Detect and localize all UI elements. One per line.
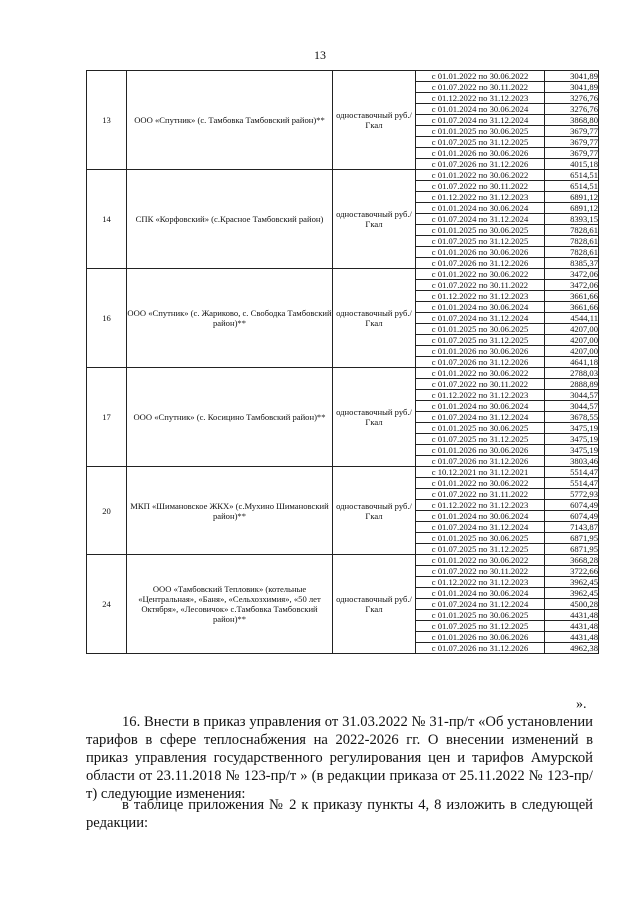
tariff-period: с 01.01.2025 по 30.06.2025 xyxy=(416,610,545,621)
tariff-period: с 01.01.2025 по 30.06.2025 xyxy=(416,225,545,236)
tariff-period: с 01.01.2024 по 30.06.2024 xyxy=(416,203,545,214)
row-number: 14 xyxy=(87,170,127,269)
tariff-period: с 01.01.2024 по 30.06.2024 xyxy=(416,104,545,115)
tariff-period: с 01.07.2025 по 31.12.2025 xyxy=(416,434,545,445)
tariff-value: 3475,19 xyxy=(545,434,599,445)
tariff-value: 4431,48 xyxy=(545,632,599,643)
page-number: 13 xyxy=(314,48,326,62)
tariff-value: 4962,38 xyxy=(545,643,599,654)
tariff-value: 7828,61 xyxy=(545,225,599,236)
tariff-row xyxy=(87,71,599,82)
row-number: 24 xyxy=(87,555,127,654)
tariff-value: 5772,93 xyxy=(545,489,599,500)
tariff-period: с 01.07.2022 по 30.11.2022 xyxy=(416,181,545,192)
tariff-table xyxy=(86,70,599,654)
tariff-period: с 01.07.2025 по 31.12.2025 xyxy=(416,621,545,632)
tariff-period: с 01.01.2022 по 30.06.2022 xyxy=(416,478,545,489)
row-number: 13 xyxy=(87,71,127,170)
tariff-period: с 01.01.2024 по 30.06.2024 xyxy=(416,401,545,412)
tariff-period: с 01.07.2022 по 31.11.2022 xyxy=(416,489,545,500)
tariff-value: 7143,87 xyxy=(545,522,599,533)
tariff-type: одноставочный руб./Гкал xyxy=(333,170,416,269)
tariff-value: 6891,12 xyxy=(545,192,599,203)
organization-name: МКП «Шимановское ЖКХ» (с.Мухино Шимановский район)** xyxy=(127,467,333,555)
tariff-period: с 01.01.2022 по 30.06.2022 xyxy=(416,269,545,280)
tariff-period: с 01.01.2026 по 30.06.2026 xyxy=(416,148,545,159)
organization-name: ООО «Спутник» (с. Жариково, с. Свободка Тамбовский район)** xyxy=(127,269,333,368)
tariff-period: с 01.01.2026 по 30.06.2026 xyxy=(416,632,545,643)
tariff-value: 6891,12 xyxy=(545,203,599,214)
paragraph-table-instruction: в таблице приложения № 2 к приказу пункты 4, 8 изложить в следующей редакции: xyxy=(86,797,593,831)
tariff-period: с 01.07.2025 по 31.12.2025 xyxy=(416,544,545,555)
tariff-value: 4207,00 xyxy=(545,324,599,335)
tariff-value: 3044,57 xyxy=(545,401,599,412)
tariff-period: с 01.12.2022 по 31.12.2023 xyxy=(416,291,545,302)
tariff-value: 6871,95 xyxy=(545,533,599,544)
tariff-value: 3679,77 xyxy=(545,137,599,148)
tariff-type: одноставочный руб./Гкал xyxy=(333,555,416,654)
tariff-row xyxy=(87,467,599,478)
tariff-period: с 01.01.2026 по 30.06.2026 xyxy=(416,247,545,258)
tariff-value: 3679,77 xyxy=(545,148,599,159)
organization-name: ООО «Спутник» (с. Тамбовка Тамбовский район)** xyxy=(127,71,333,170)
tariff-period: с 01.01.2025 по 30.06.2025 xyxy=(416,533,545,544)
tariff-period: с 01.07.2026 по 31.12.2026 xyxy=(416,258,545,269)
row-number: 17 xyxy=(87,368,127,467)
tariff-value: 5514,47 xyxy=(545,478,599,489)
tariff-value: 6074,49 xyxy=(545,500,599,511)
organization-name: ООО «Тамбовский Тепловик» (котельные «Центральная», «Баня», «Сельхозхимия», «50 лет Октября», «Лесовичок» с.Тамбовка Тамбовский район)** xyxy=(127,555,333,654)
tariff-period: с 01.07.2025 по 31.12.2025 xyxy=(416,137,545,148)
tariff-period: с 01.07.2025 по 31.12.2025 xyxy=(416,236,545,247)
tariff-value: 6514,51 xyxy=(545,181,599,192)
tariff-period: с 01.01.2024 по 30.06.2024 xyxy=(416,511,545,522)
tariff-period: с 01.07.2022 по 30.11.2022 xyxy=(416,566,545,577)
row-number: 16 xyxy=(87,269,127,368)
tariff-period: с 01.12.2022 по 31.12.2023 xyxy=(416,500,545,511)
tariff-row xyxy=(87,368,599,379)
tariff-period: с 01.07.2026 по 31.12.2026 xyxy=(416,159,545,170)
tariff-value: 3472,06 xyxy=(545,269,599,280)
tariff-period: с 01.01.2026 по 30.06.2026 xyxy=(416,445,545,456)
organization-name: ООО «Спутник» (с. Косицино Тамбовский район)** xyxy=(127,368,333,467)
tariff-value: 4431,48 xyxy=(545,621,599,632)
tariff-value: 4641,18 xyxy=(545,357,599,368)
tariff-value: 4207,00 xyxy=(545,335,599,346)
tariff-period: с 01.07.2024 по 31.12.2024 xyxy=(416,313,545,324)
tariff-period: с 01.12.2022 по 31.12.2023 xyxy=(416,577,545,588)
tariff-period: с 01.12.2022 по 31.12.2023 xyxy=(416,93,545,104)
tariff-period: с 01.07.2026 по 31.12.2026 xyxy=(416,456,545,467)
tariff-value: 4500,28 xyxy=(545,599,599,610)
tariff-value: 3041,89 xyxy=(545,71,599,82)
tariff-value: 3661,66 xyxy=(545,291,599,302)
tariff-value: 3276,76 xyxy=(545,104,599,115)
tariff-value: 4207,00 xyxy=(545,346,599,357)
tariff-value: 3868,80 xyxy=(545,115,599,126)
tariff-row xyxy=(87,269,599,280)
tariff-value: 5514,47 xyxy=(545,467,599,478)
tariff-value: 8385,37 xyxy=(545,258,599,269)
tariff-period: с 10.12.2021 по 31.12.2021 xyxy=(416,467,545,478)
tariff-value: 3962,45 xyxy=(545,588,599,599)
tariff-value: 8393,15 xyxy=(545,214,599,225)
tariff-period: с 01.07.2026 по 31.12.2026 xyxy=(416,357,545,368)
tariff-value: 4015,18 xyxy=(545,159,599,170)
tariff-type: одноставочный руб./Гкал xyxy=(333,71,416,170)
row-number: 20 xyxy=(87,467,127,555)
tariff-value: 3276,76 xyxy=(545,93,599,104)
tariff-value: 3678,55 xyxy=(545,412,599,423)
tariff-value: 6514,51 xyxy=(545,170,599,181)
tariff-value: 3679,77 xyxy=(545,126,599,137)
organization-name: СПК «Корфовский» (с.Красное Тамбовский район) xyxy=(127,170,333,269)
tariff-period: с 01.01.2026 по 30.06.2026 xyxy=(416,346,545,357)
tariff-type: одноставочный руб./Гкал xyxy=(333,269,416,368)
tariff-value: 3472,06 xyxy=(545,280,599,291)
tariff-period: с 01.01.2022 по 30.06.2022 xyxy=(416,368,545,379)
tariff-period: с 01.01.2025 по 30.06.2025 xyxy=(416,423,545,434)
tariff-period: с 01.01.2025 по 30.06.2025 xyxy=(416,126,545,137)
tariff-period: с 01.07.2024 по 31.12.2024 xyxy=(416,115,545,126)
tariff-value: 3962,45 xyxy=(545,577,599,588)
tariff-value: 2888,89 xyxy=(545,379,599,390)
tariff-value: 3475,19 xyxy=(545,423,599,434)
tariff-value: 3475,19 xyxy=(545,445,599,456)
tariff-period: с 01.07.2026 по 31.12.2026 xyxy=(416,643,545,654)
tariff-value: 3722,66 xyxy=(545,566,599,577)
tariff-value: 3041,89 xyxy=(545,82,599,93)
tariff-value: 7828,61 xyxy=(545,247,599,258)
tariff-value: 6871,95 xyxy=(545,544,599,555)
tariff-period: с 01.01.2024 по 30.06.2024 xyxy=(416,302,545,313)
tariff-period: с 01.01.2024 по 30.06.2024 xyxy=(416,588,545,599)
tariff-period: с 01.07.2022 по 30.11.2022 xyxy=(416,280,545,291)
tariff-period: с 01.01.2022 по 30.06.2022 xyxy=(416,555,545,566)
tariff-period: с 01.01.2025 по 30.06.2025 xyxy=(416,324,545,335)
tariff-period: с 01.07.2024 по 31.12.2024 xyxy=(416,599,545,610)
tariff-type: одноставочный руб./Гкал xyxy=(333,467,416,555)
tariff-period: с 01.12.2022 по 31.12.2023 xyxy=(416,192,545,203)
tariff-value: 4431,48 xyxy=(545,610,599,621)
tariff-period: с 01.07.2024 по 31.12.2024 xyxy=(416,522,545,533)
tariff-value: 2788,03 xyxy=(545,368,599,379)
tariff-period: с 01.12.2022 по 31.12.2023 xyxy=(416,390,545,401)
tariff-period: с 01.07.2024 по 31.12.2024 xyxy=(416,214,545,225)
closing-quote: ». xyxy=(576,697,587,712)
tariff-period: с 01.07.2022 по 30.11.2022 xyxy=(416,379,545,390)
tariff-row xyxy=(87,555,599,566)
tariff-period: с 01.07.2022 по 30.11.2022 xyxy=(416,82,545,93)
tariff-table-body xyxy=(87,71,599,654)
tariff-value: 6074,49 xyxy=(545,511,599,522)
tariff-value: 3661,66 xyxy=(545,302,599,313)
tariff-period: с 01.07.2025 по 31.12.2025 xyxy=(416,335,545,346)
tariff-period: с 01.07.2024 по 31.12.2024 xyxy=(416,412,545,423)
tariff-value: 3668,28 xyxy=(545,555,599,566)
tariff-type: одноставочный руб./Гкал xyxy=(333,368,416,467)
paragraph-16: 16. Внести в приказ управления от 31.03.2022 № 31-пр/т «Об установлении тарифов в сфере теплоснабжения на 2022-2026 гг. О внесении изменений в приказ управления государственного регулирования цен и тарифов Амурской области от 23.11.2018 № 123-пр/т » (в редакции приказа от 25.11.2022 № 123-пр/т) следующие изменения: xyxy=(86,714,593,802)
tariff-row xyxy=(87,170,599,181)
tariff-period: с 01.01.2022 по 30.06.2022 xyxy=(416,71,545,82)
tariff-value: 4544,11 xyxy=(545,313,599,324)
tariff-value: 3044,57 xyxy=(545,390,599,401)
tariff-value: 7828,61 xyxy=(545,236,599,247)
tariff-period: с 01.01.2022 по 30.06.2022 xyxy=(416,170,545,181)
tariff-value: 3803,46 xyxy=(545,456,599,467)
